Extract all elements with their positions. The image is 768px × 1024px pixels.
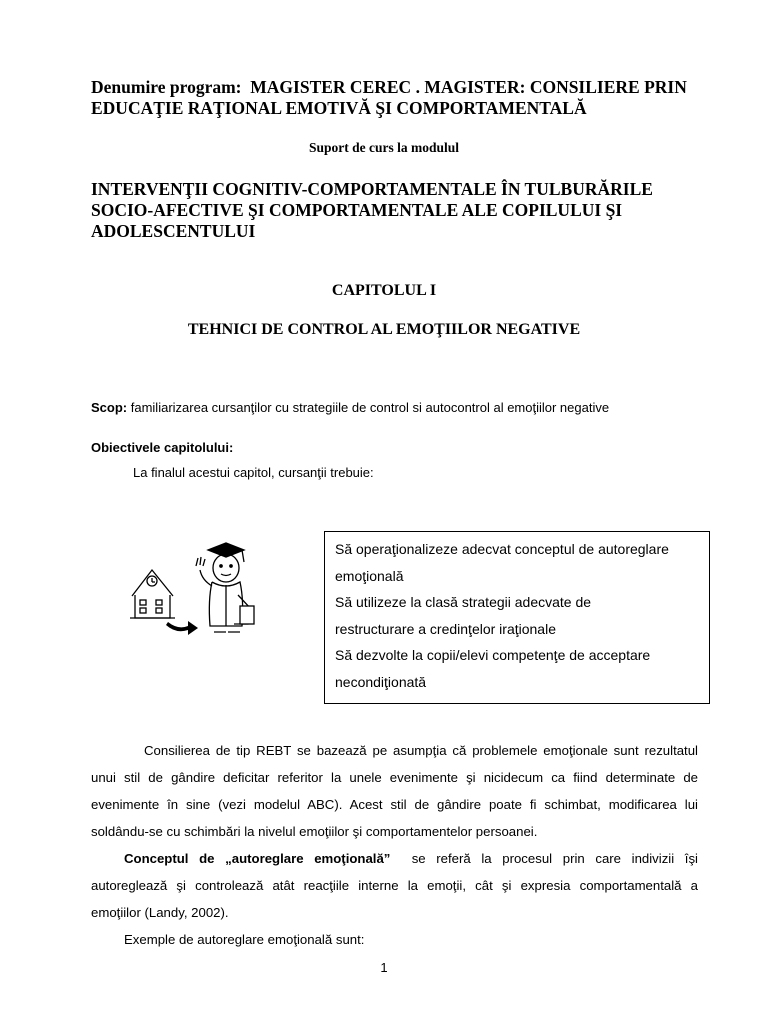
paragraph-line: soldându-se cu schimbări la nivelul emoţiilor şi comportamentelor persoanei.: [91, 824, 538, 839]
concept-definition-start: se referă la procesul prin care indivizii îşi: [411, 851, 698, 866]
paragraph-examples: [91, 926, 698, 953]
objective-3-line2: necondiţionată: [335, 673, 427, 690]
objective-2-line2: restructurare a credinţelor iraţionale: [335, 620, 556, 637]
course-support-subtitle: Suport de curs la modulul: [308, 140, 460, 155]
concept-term: Conceptul de „autoreglare emoţională”: [124, 851, 391, 866]
scope-label: Scop:: [91, 400, 128, 415]
paragraph-line: emoţiilor (Landy, 2002).: [91, 905, 229, 920]
objective-1-line1: Să operaţionalizeze adecvat conceptul de autoreglare: [335, 541, 669, 557]
scope-line: [91, 400, 609, 415]
module-title-line1: INTERVENŢII COGNITIV-COMPORTAMENTALE ÎN TULBURĂRILE: [91, 179, 653, 199]
module-title-line3: ADOLESCENTULUI: [91, 221, 256, 241]
arrow-icon: [166, 621, 198, 635]
program-name-part1: MAGISTER CEREC . MAGISTER: CONSILIERE PRIN: [250, 77, 687, 97]
paragraph-line: evenimente în sine (vezi modelul ABC). Acest stil de gândire poate fi schimbat, modificarea lui: [91, 797, 698, 812]
program-label: Denumire program:: [91, 77, 242, 97]
objectives-intro: La finalul acestui capitol, cursanţii trebuie:: [133, 465, 374, 480]
chapter-number: CAPITOLUL I: [331, 282, 437, 299]
page-number: 1: [380, 960, 388, 975]
paragraph-line: Exemple de autoreglare emoţională sunt:: [124, 932, 365, 947]
paragraph-line: unui stil de gândire deficitar referitor la unele evenimente şi nicidecum ca fiind determinate de: [91, 770, 698, 785]
paragraph-line: [91, 845, 698, 872]
paragraph-line: autoreglează şi controlează atât reacţiile interne la emoţii, cât şi expresia comportamentală a: [91, 878, 698, 893]
objectives-title: Obiectivele capitolului:: [91, 440, 234, 455]
chapter-title: TEHNICI DE CONTROL AL EMOŢIILOR NEGATIVE: [187, 321, 581, 338]
illustration: [130, 540, 265, 640]
program-name-line2: EDUCAŢIE RAŢIONAL EMOTIVĂ ŞI COMPORTAMENTALĂ: [91, 98, 587, 118]
objective-2-line1: Să utilizeze la clasă strategii adecvate de: [335, 594, 592, 611]
module-title-line2: SOCIO-AFECTIVE ŞI COMPORTAMENTALE ALE COPILULUI ŞI: [91, 200, 623, 220]
paragraph-autoreglare: [91, 845, 698, 926]
graduate-student-icon: [196, 543, 254, 632]
program-name-line1: [91, 77, 711, 98]
objective-1-line2: emoţională: [335, 567, 404, 584]
objective-3-line1: Să dezvolte la copii/elevi competenţe de acceptare: [335, 647, 651, 664]
scope-text: familiarizarea cursanţilor cu strategiile de control si autocontrol al emoţiilor negative: [130, 400, 610, 415]
paragraph-rebt: [91, 737, 698, 845]
paragraph-line: Consilierea de tip REBT se bazează pe asumpţia că problemele emoţionale sunt rezultatul: [144, 743, 698, 758]
school-building-icon: [130, 570, 175, 618]
objectives-box: [324, 531, 710, 704]
